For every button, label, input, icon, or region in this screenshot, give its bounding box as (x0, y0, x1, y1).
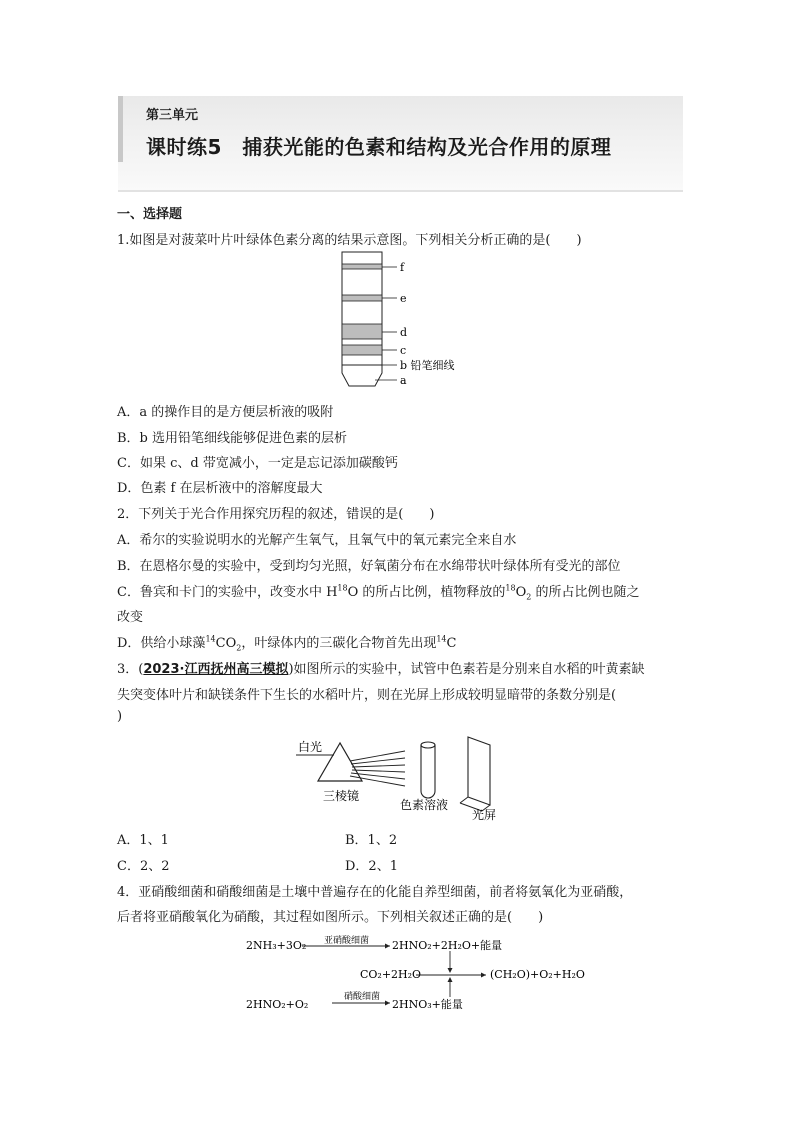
q2-option-b: B．在恩格尔曼的实验中，受到均匀光照，好氧菌分布在水绵带状叶绿体所有受光的部位 (117, 559, 621, 574)
reaction3-reactants: 2HNO₂+O₂ (246, 998, 309, 1011)
label-white-light: 白光 (298, 740, 323, 754)
reaction-diagram (240, 933, 585, 1015)
q3-stem-line2: 失突变体叶片和缺镁条件下生长的水稻叶片，则在光屏上形成较明显暗带的条数分别是( (117, 688, 617, 703)
q4-stem-line2: 后者将亚硝酸氧化为硝酸，其过程如图所示。下列相关叙述正确的是( ) (117, 910, 544, 925)
test-tube-icon (421, 742, 435, 798)
q1-option-a: A．a 的操作目的是方便层析液的吸附 (117, 405, 334, 420)
lesson-title: 课时练5 捕获光能的色素和结构及光合作用的原理 (146, 135, 612, 159)
header-divider (118, 190, 683, 192)
q1-option-c: C．如果 c、d 带宽减小，一定是忘记添加碳酸钙 (117, 456, 398, 471)
label-prism: 三棱镜 (323, 789, 360, 803)
q2-option-c: C．鲁宾和卡门的实验中，改变水中 $H^{18}O$ 的所占比例，植物释放的$^{18}O_2$ 的所占比例也随之 (117, 583, 640, 602)
q3-stem-line1: 3．(2023·江西抚州高三模拟)如图所示的实验中，试管中色素若是分别来自水稻的叶黄素缺 (117, 662, 645, 677)
label-light-screen: 光屏 (472, 808, 497, 822)
q4-stem-line1: 4．亚硝酸细菌和硝酸细菌是土壤中普遍存在的化能自养型细菌，前者将氨氧化为亚硝酸， (117, 885, 633, 900)
label-f: f (400, 261, 405, 274)
q2-option-c-continued: 改变 (117, 610, 144, 625)
label-a: a (400, 374, 407, 387)
section-title: 一、选择题 (117, 207, 183, 222)
chromatography-figure (330, 248, 470, 390)
q3-option-c: C．2、2 (117, 859, 170, 874)
label-pigment-solution: 色素溶液 (400, 798, 449, 812)
prism-icon (318, 743, 362, 781)
header-accent-bar (118, 96, 123, 162)
q3-option-d: D．2、1 (345, 859, 398, 874)
q2-option-a: A．希尔的实验说明水的光解产生氧气，且氧气中的氧元素完全来自水 (117, 533, 517, 548)
q3-option-b: B．1、2 (345, 833, 398, 848)
q3-option-a: A．1、1 (117, 833, 169, 848)
q1-stem: 1.如图是对菠菜叶片叶绿体色素分离的结果示意图。下列相关分析正确的是( ) (117, 233, 582, 248)
reaction1-reactants: 2NH₃+3O₂ (246, 939, 307, 952)
reaction1-condition: 亚硝酸细菌 (324, 936, 370, 946)
q3-stem-line3: ) (117, 709, 123, 724)
reaction2-products: (CH₂O)+O₂+H₂O (490, 968, 585, 981)
label-c: c (400, 344, 407, 357)
light-screen-icon (460, 737, 490, 811)
reaction3-condition: 硝酸细菌 (344, 992, 381, 1002)
q3-source: 2023·江西抚州高三模拟 (143, 662, 289, 677)
q2-stem: 2．下列关于光合作用探究历程的叙述，错误的是( ) (117, 507, 435, 522)
q1-option-b: B．b 选用铅笔细线能够促进色素的层析 (117, 431, 348, 446)
q1-option-d: D．色素 f 在层析液中的溶解度最大 (117, 481, 323, 496)
q2-option-d: D．供给小球藻$^{14}CO_2$，叶绿体内的三碳化合物首先出现$^{14}$C (117, 634, 457, 653)
label-e: e (400, 292, 407, 305)
label-d: d (400, 326, 408, 339)
prism-figure (290, 733, 520, 823)
reaction1-products: 2HNO₂+2H₂O+能量 (392, 939, 503, 952)
reaction2-reactants: CO₂+2H₂O (360, 968, 422, 981)
unit-title: 第三单元 (146, 108, 199, 123)
label-b: b 铅笔细线 (400, 359, 455, 372)
reaction3-products: 2HNO₃+能量 (392, 998, 463, 1011)
